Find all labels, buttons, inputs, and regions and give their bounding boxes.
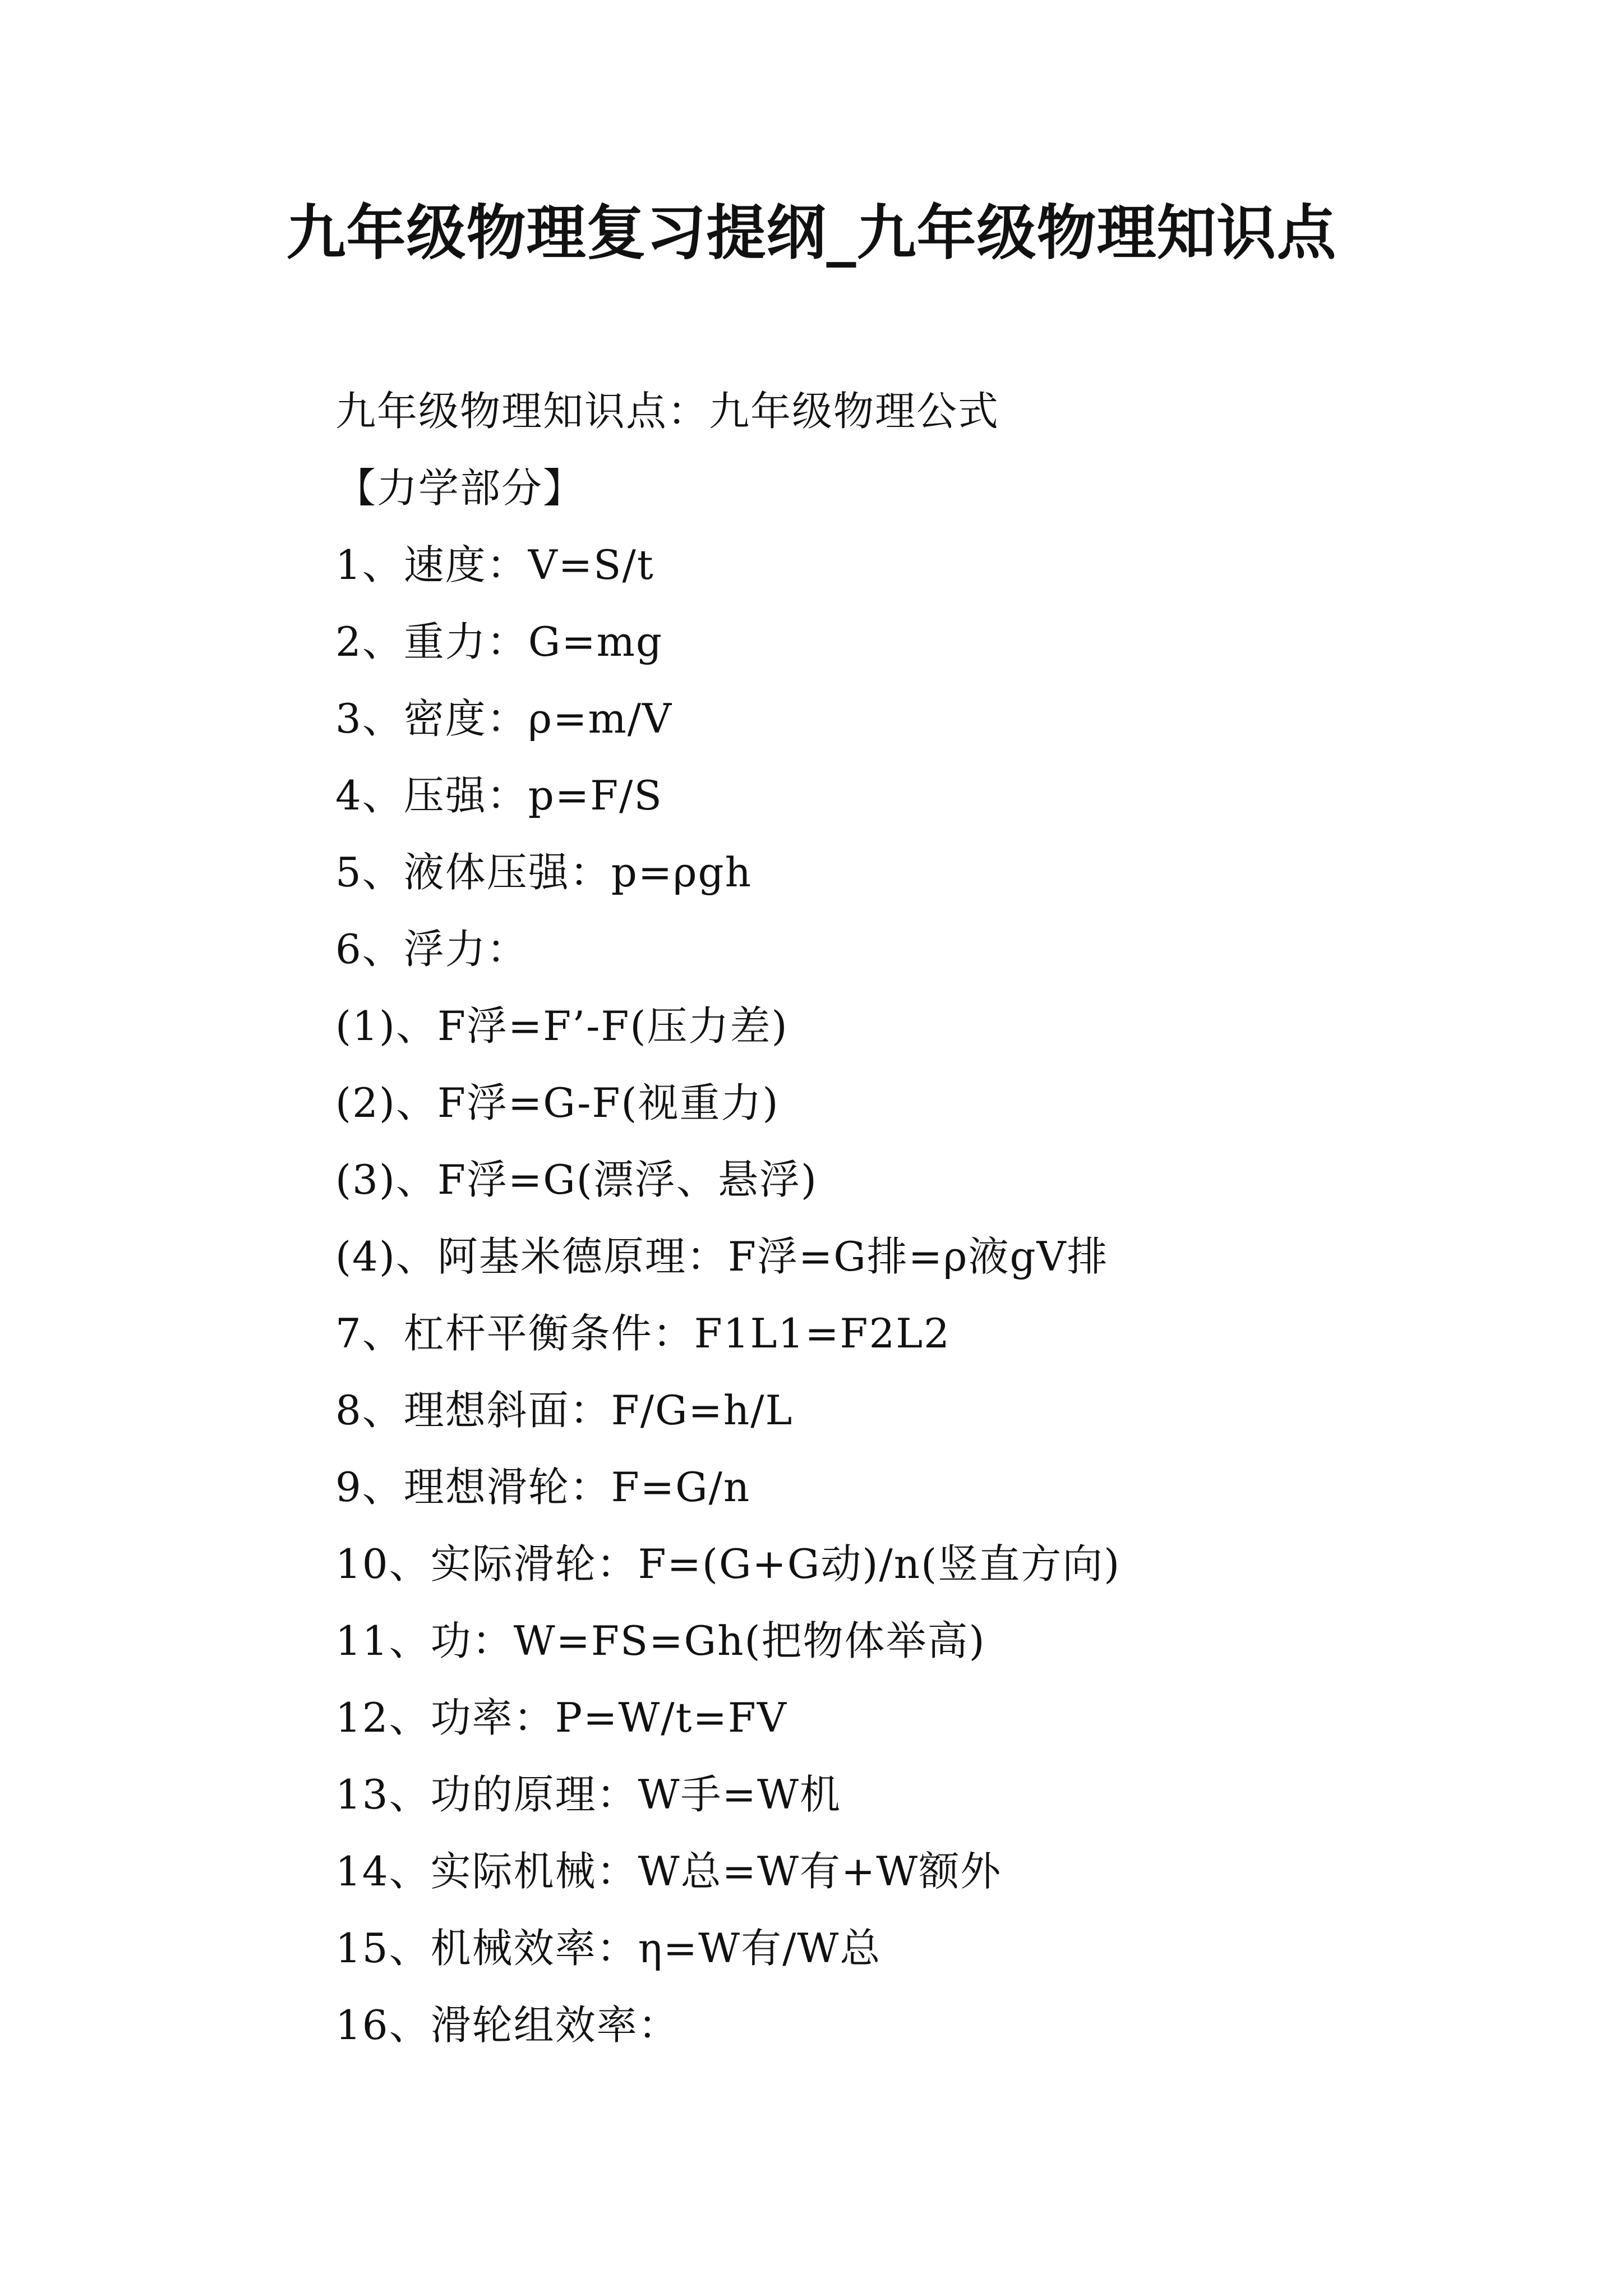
formula-line: 13、功的原理：W手=W机 bbox=[335, 1771, 841, 1818]
formula-line: 14、实际机械：W总=W有+W额外 bbox=[335, 1848, 1002, 1895]
document-body bbox=[335, 373, 1457, 2064]
formula-line: 9、理想滑轮：F=G/n bbox=[335, 1464, 751, 1511]
section-heading: 【力学部分】 bbox=[335, 464, 585, 512]
formula-line: (2)、F浮=G-F(视重力) bbox=[335, 1079, 780, 1126]
formula-line: 4、压强：p=F/S bbox=[335, 772, 663, 819]
formula-line: 6、浮力： bbox=[335, 926, 528, 973]
formula-line: 2、重力：G=mg bbox=[335, 618, 663, 665]
formula-line: 11、功：W=FS=Gh(把物体举高) bbox=[335, 1617, 986, 1664]
formula-line: 3、密度：ρ=m/V bbox=[335, 695, 672, 742]
formula-line: 5、液体压强：p=ρgh bbox=[335, 849, 753, 896]
formula-line: (4)、阿基米德原理：F浮=G排=ρ液gV排 bbox=[335, 1233, 1109, 1280]
formula-line: (3)、F浮=G(漂浮、悬浮) bbox=[335, 1156, 818, 1203]
formula-line: (1)、F浮=F’-F(压力差) bbox=[335, 1002, 789, 1050]
formula-line: 16、滑轮组效率： bbox=[335, 2001, 680, 2049]
formula-line: 15、机械效率：η=W有/W总 bbox=[335, 1925, 882, 1972]
subheading: 九年级物理知识点：九年级物理公式 bbox=[335, 388, 1000, 435]
formula-line: 7、杠杆平衡条件：F1L1=F2L2 bbox=[335, 1310, 951, 1357]
formula-line: 12、功率：P=W/t=FV bbox=[335, 1694, 787, 1741]
formula-line: 1、速度：V=S/t bbox=[335, 541, 654, 588]
formula-line: 8、理想斜面：F/G=h/L bbox=[335, 1387, 794, 1434]
formula-line: 10、实际滑轮：F=(G+G动)/n(竖直方向) bbox=[335, 1540, 1121, 1588]
document-title: 九年级物理复习提纲_九年级物理知识点 bbox=[286, 197, 1337, 268]
